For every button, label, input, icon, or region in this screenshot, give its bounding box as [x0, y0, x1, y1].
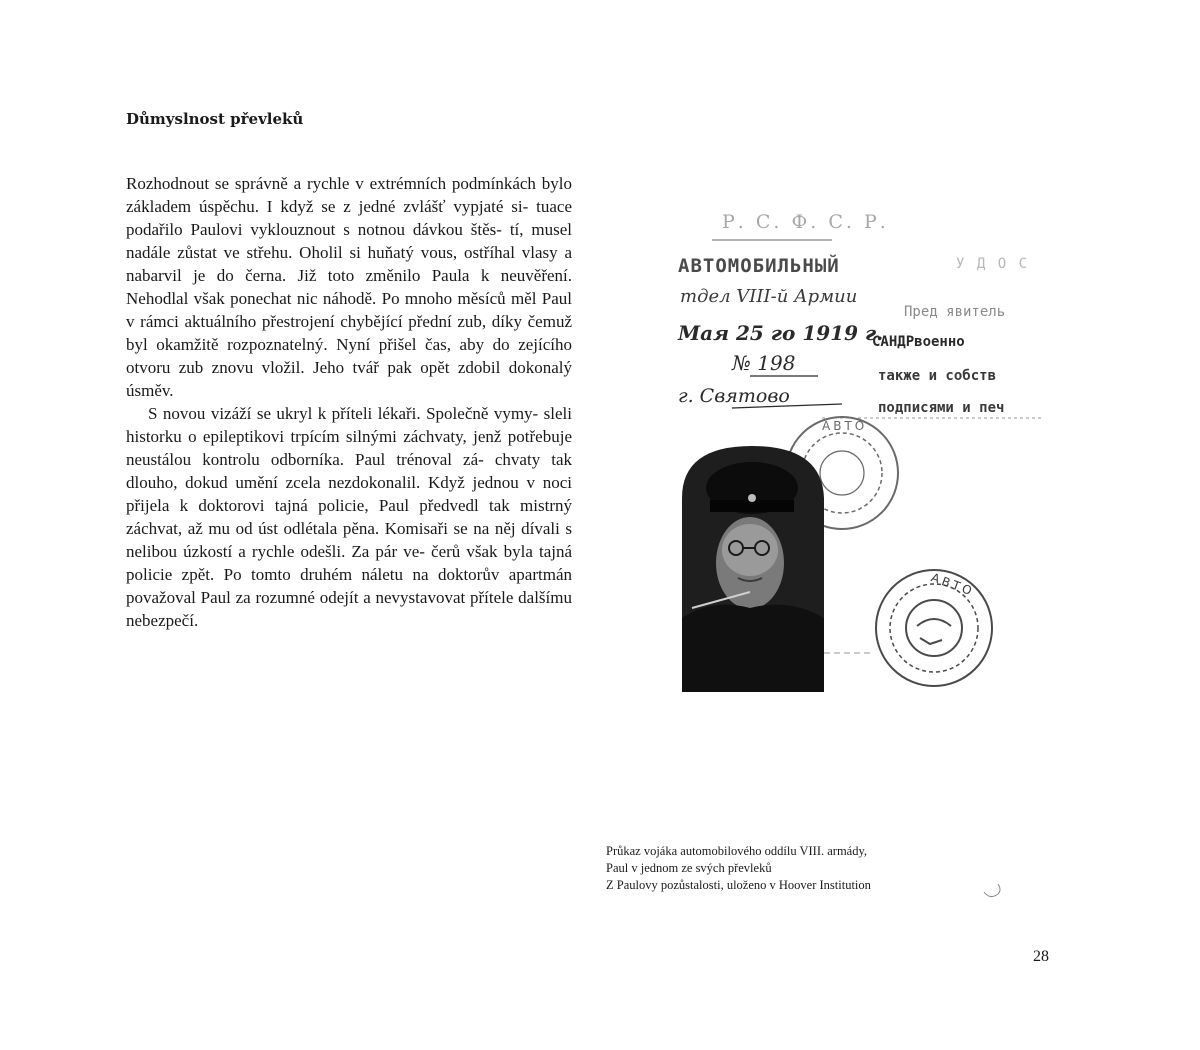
soldier-photo: [682, 446, 824, 692]
section-heading: Důmyslnost převleků: [126, 110, 304, 128]
page-number: 28: [1033, 948, 1049, 965]
document-stamp-line-right: У Д О С: [956, 256, 1030, 272]
caption-line-1: Průkaz vojáka automobilového oddílu VIII. armády,: [606, 844, 868, 858]
body-text: [126, 172, 572, 632]
document-unit-line: тдел VIII-й Армии: [680, 286, 858, 307]
caption-line-3: Z Paulovy pozůstalosti, uloženo v Hoover Institution: [606, 878, 871, 892]
paragraph-1: Rozhodnout se správně a rychle v extrémních podmínkách bylo základem úspěchu. I když se z jedné zvlášť vypjaté si- tuace podařilo Paulovi vyklouznout s notnou dávkou štěs- tí, musel nadále zůstat ve střehu. Oholil si huňatý vous, ostříhal vlasy a nabarvil je do černa. Již toto změnilo Paula k neuvěření. Nehodlal však ponechat nic náhodě. Po mnoho měsíců měl Paul v rámci aktuálního přestrojení chybějící přední zub, díky čemuž byl okamžitě rozpoznatelný. Nyní přišel čas, aby do zejícího otvoru zub znovu vložil. Jeho tvář pak opět zdobil dokonalý úsměv.: [126, 174, 573, 400]
document-date: Мая 25 го 1919 г.: [678, 321, 884, 345]
pencil-mark: [982, 878, 1004, 904]
lower-seal-text: АВТО: [929, 570, 977, 599]
document-right-line-2: САНДРвоенно: [872, 334, 965, 350]
upper-seal-text: АВТО: [822, 419, 868, 433]
paragraph-2: S novou vizáží se ukryl k příteli lékaři. Společně vymy- sleli historku o epileptikovi trpícím silnými záchvaty, jenž potřebuje neustálou kontrolu odborníka. Paul trénoval zá- chvaty tak dlouho, dokud umění zcela nezdokonalil. Když jednou v noci přijela k doktorovi tajná policie, Paul předvedl tak mistrný záchvat, až mu od úst odlétala pěna. Komisaři se na něj dívali s nelibou úzkostí a rychle odešli. Za pár ve- čerů však byla tajná policie zpět. Po tomto druhém náletu na doktorův apartmán považoval Paul za rozumné odejít a nevystavovat přítele dalšímu nebezpečí.: [126, 404, 573, 630]
document-header: Р. С. Ф. С. Р.: [722, 211, 889, 233]
id-document-scan: [672, 198, 1050, 692]
caption-line-2: Paul v jednom ze svých převleků: [606, 861, 772, 875]
document-place: г. Святово: [678, 385, 790, 407]
document-stamp-line: АВТОМОБИЛЬНЫЙ: [678, 255, 840, 277]
figure-caption: [606, 843, 871, 894]
document-right-line-3: также и собств: [878, 368, 997, 384]
document-number: № 198: [732, 351, 796, 375]
document-right-line-1: Пред явитель: [904, 304, 1006, 320]
document-right-line-4: подписями и печ: [878, 400, 1005, 416]
